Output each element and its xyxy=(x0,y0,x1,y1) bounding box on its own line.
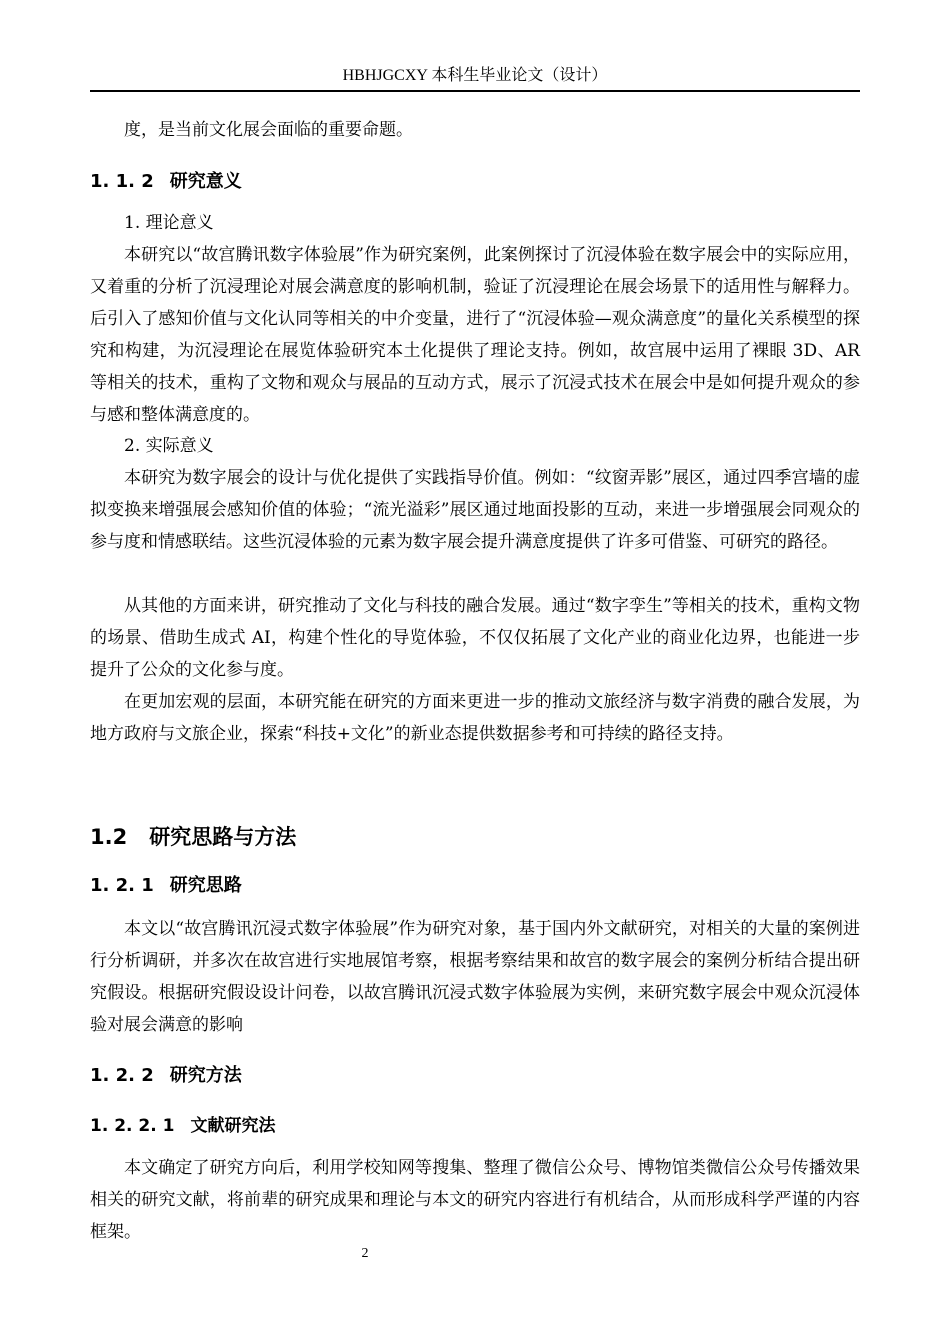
paragraph-practical: 本研究为数字展会的设计与优化提供了实践指导价值。例如：“纹窗弄影”展区，通过四季宫墙的虚拟变换来增强展会感知价值的体验；“流光溢彩”展区通过地面投影的互动，来进一步增强展会同观众的参与度和情感联结。这些沉浸体验的元素为数字展会提升满意度提供了许多可借鉴、可研究的路径。 xyxy=(90,468,860,552)
page-header: HBHJGCXY 本科生毕业论文（设计） xyxy=(90,64,860,92)
paragraph-macro: 在更加宏观的层面，本研究能在研究的方面来更进一步的推动文旅经济与数字消费的融合发展，为地方政府与文旅企业，探索“科技+文化”的新业态提供数据参考和可持续的路径支持。 xyxy=(90,692,860,744)
page-number: 2 xyxy=(361,1246,369,1261)
section-heading-1-1-2: 1. 1. 2 研究意义 xyxy=(90,171,242,192)
subheading-theoretical-significance: 1. 理论意义 xyxy=(124,213,214,233)
paragraph-tech-culture: 从其他的方面来讲，研究推动了文化与科技的融合发展。通过“数字孪生”等相关的技术，重构文物的场景、借助生成式 AI，构建个性化的导览体验，不仅仅拓展了文化产业的商业化边界，也能进一步提升了公众的文化参与度。 xyxy=(90,596,860,680)
paragraph-continuation: 度，是当前文化展会面临的重要命题。 xyxy=(124,120,413,140)
section-heading-1-2-2: 1. 2. 2 研究方法 xyxy=(90,1065,242,1086)
subheading-practical-significance: 2. 实际意义 xyxy=(124,436,214,456)
section-heading-1-2-1: 1. 2. 1 研究思路 xyxy=(90,875,242,896)
section-heading-1-2-2-1: 1. 2. 2. 1 文献研究法 xyxy=(90,1116,276,1136)
paragraph-theoretical: 本研究以“故宫腾讯数字体验展”作为研究案例，此案例探讨了沉浸体验在数字展会中的实际应用，又着重的分析了沉浸理论对展会满意度的影响机制，验证了沉浸理论在展会场景下的适用性与解释力。后引入了感知价值与文化认同等相关的中介变量，进行了“沉浸体验—观众满意度”的量化关系模型的探究和构建，为沉浸理论在展览体验研究本土化提供了理论支持。例如，故宫展中运用了裸眼 3D、AR 等相关的技术，重构了文物和观众与展品的互动方式，展示了沉浸式技术在展会中是如何提升观众的参与感和整体满意度的。 xyxy=(90,245,860,425)
section-heading-1-2: 1.2 研究思路与方法 xyxy=(90,825,297,849)
paragraph-literature-method: 本文确定了研究方向后，利用学校知网等搜集、整理了微信公众号、博物馆类微信公众号传播效果相关的研究文献，将前辈的研究成果和理论与本文的研究内容进行有机结合，从而形成科学严谨的内容框架。 xyxy=(90,1158,860,1242)
paragraph-research-approach: 本文以“故宫腾讯沉浸式数字体验展”作为研究对象，基于国内外文献研究，对相关的大量的案例进行分析调研，并多次在故宫进行实地展馆考察，根据考察结果和故宫的数字展会的案例分析结合提出研究假设。根据研究假设设计问卷，以故宫腾讯沉浸式数字体验展为实例，来研究数字展会中观众沉浸体验对展会满意的影响 xyxy=(90,919,860,1035)
